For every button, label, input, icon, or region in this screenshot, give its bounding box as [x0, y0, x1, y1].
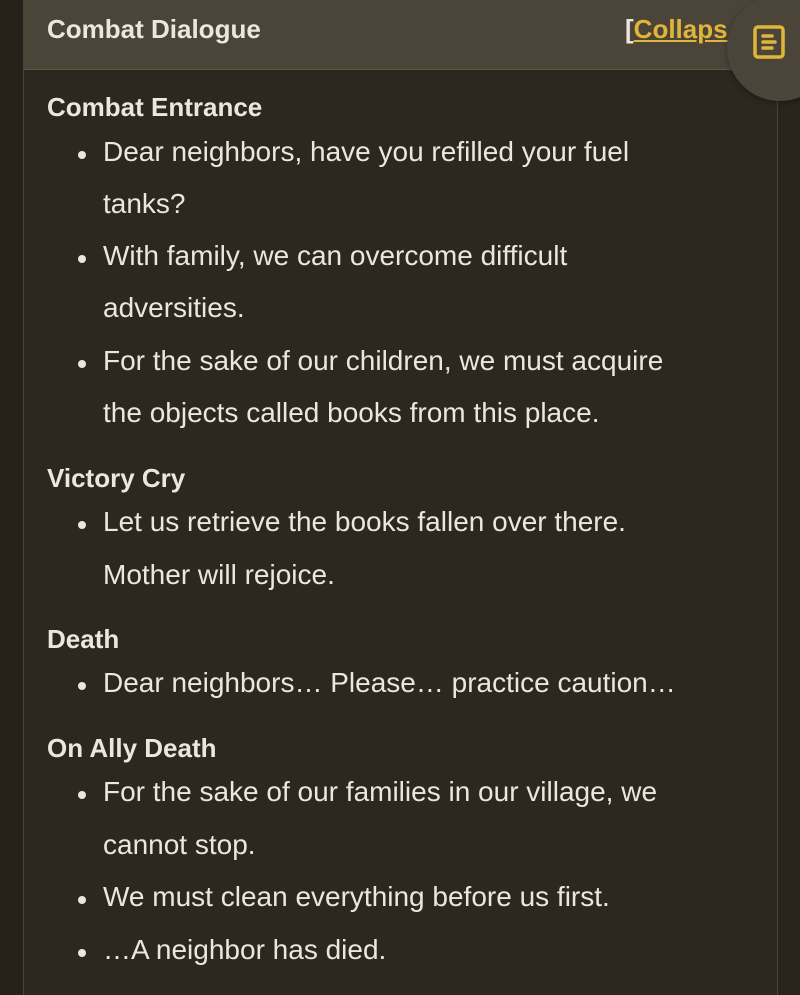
- section-heading-combat-entrance: Combat Entrance: [47, 92, 263, 122]
- dialogue-line: adversities.: [103, 292, 245, 323]
- bullet: [78, 896, 86, 904]
- dialogue-line: …A neighbor has died.: [103, 934, 387, 965]
- panel-header: [24, 0, 778, 70]
- bullet: [78, 521, 86, 529]
- collapse-link[interactable]: Collaps: [633, 14, 728, 44]
- section-heading-victory-cry: Victory Cry: [47, 463, 186, 493]
- section-heading-on-ally-death: On Ally Death: [47, 733, 217, 763]
- dialogue-line: Mother will rejoice.: [103, 559, 335, 590]
- combat-dialogue-panel: [23, 0, 778, 995]
- dialogue-line: tanks?: [103, 188, 186, 219]
- dialogue-line: Let us retrieve the books fallen over there.: [103, 506, 626, 537]
- dialogue-line: Dear neighbors, have you refilled your fuel: [103, 136, 630, 167]
- dialogue-line: With family, we can overcome difficult: [103, 240, 568, 271]
- dialogue-line: For the sake of our children, we must acquire: [103, 345, 664, 376]
- section-heading-death: Death: [47, 624, 120, 654]
- dialogue-line: For the sake of our families in our village, we: [103, 776, 658, 807]
- bullet: [78, 360, 86, 368]
- bullet: [78, 682, 86, 690]
- collapse-toggle[interactable]: [625, 14, 728, 45]
- bullet: [78, 151, 86, 159]
- document-list-icon: [752, 25, 786, 59]
- dialogue-line: cannot stop.: [103, 829, 256, 860]
- bullet: [78, 255, 86, 263]
- bullet: [78, 791, 86, 799]
- bullet: [78, 949, 86, 957]
- panel-title: Combat Dialogue: [47, 14, 261, 44]
- collapse-bracket: [: [625, 14, 634, 44]
- dialogue-line: We must clean everything before us first.: [103, 881, 610, 912]
- dialogue-line: Dear neighbors… Please… practice caution…: [103, 667, 676, 698]
- dialogue-line: the objects called books from this place.: [103, 397, 600, 428]
- page-left-gutter: [0, 0, 23, 995]
